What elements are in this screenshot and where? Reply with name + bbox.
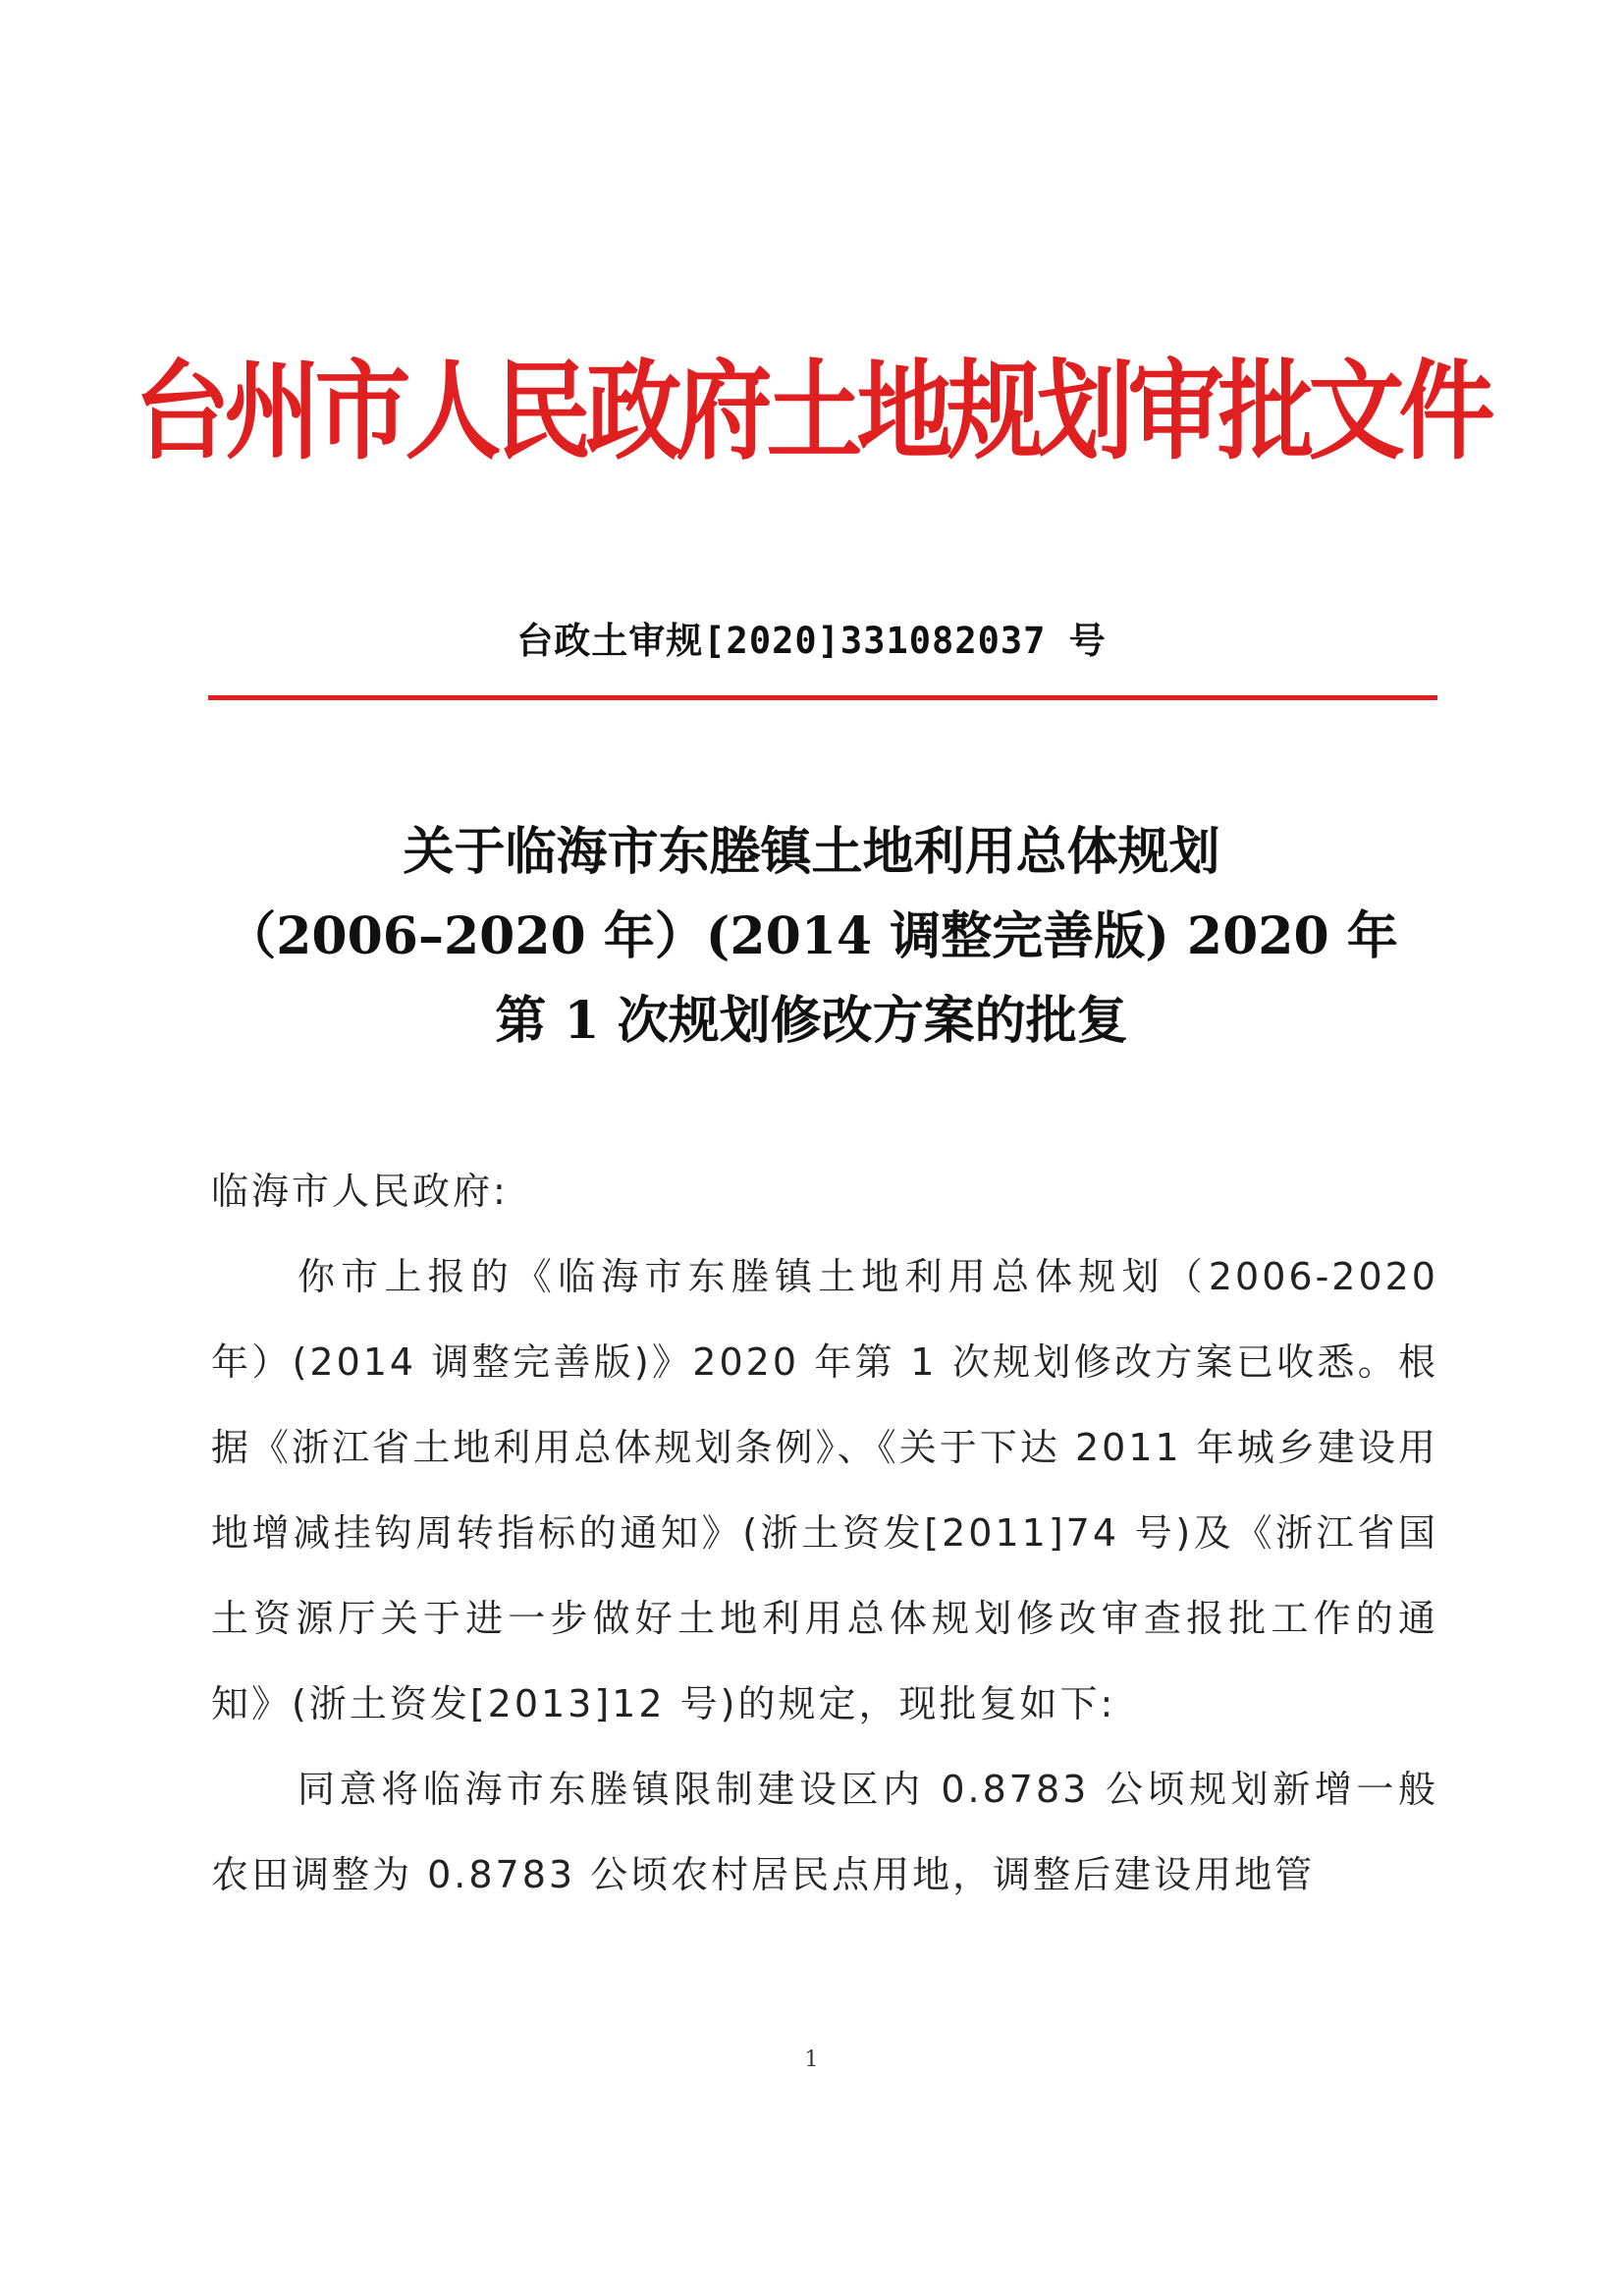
title-line-1: 关于临海市东塍镇土地利用总体规划 xyxy=(403,822,1220,882)
page-number: 1 xyxy=(804,2048,819,2072)
title-line-2: （2006–2020 年）(2014 调整完善版) 2020 年 xyxy=(225,906,1398,966)
title-line-3: 第 1 次规划修改方案的批复 xyxy=(495,991,1128,1051)
masthead-title: 台州市人民政府土地规划审批文件 xyxy=(134,350,1489,475)
salutation: 临海市人民政府: xyxy=(211,1170,509,1213)
document-number: 台政土审规[2020]331082037 号 xyxy=(516,620,1107,662)
document-body xyxy=(211,1149,1438,1918)
body-paragraph-1: 你市上报的《临海市东塍镇土地利用总体规划（2006-2020 年）(2014 调整完善版)》2020 年第 1 次规划修改方案已收悉。根据《浙江省土地利用总体规划条例》、《关于下达 2011 年城乡建设用地增减挂钩周转指标的通知》(浙土资发[2011]74 号)及《浙江省国土资源厅关于进一步做好土地利用总体规划修改审查报批工作的通知》(浙土资发[2013]12 号)的规定，现批复如下: xyxy=(211,1255,1438,1725)
red-divider-rule xyxy=(208,695,1437,700)
body-paragraph-2: 同意将临海市东塍镇限制建设区内 0.8783 公顷规划新增一般农田调整为 0.8783 公顷农村居民点用地，调整后建设用地管 xyxy=(211,1768,1438,1896)
document-title xyxy=(118,810,1505,1064)
